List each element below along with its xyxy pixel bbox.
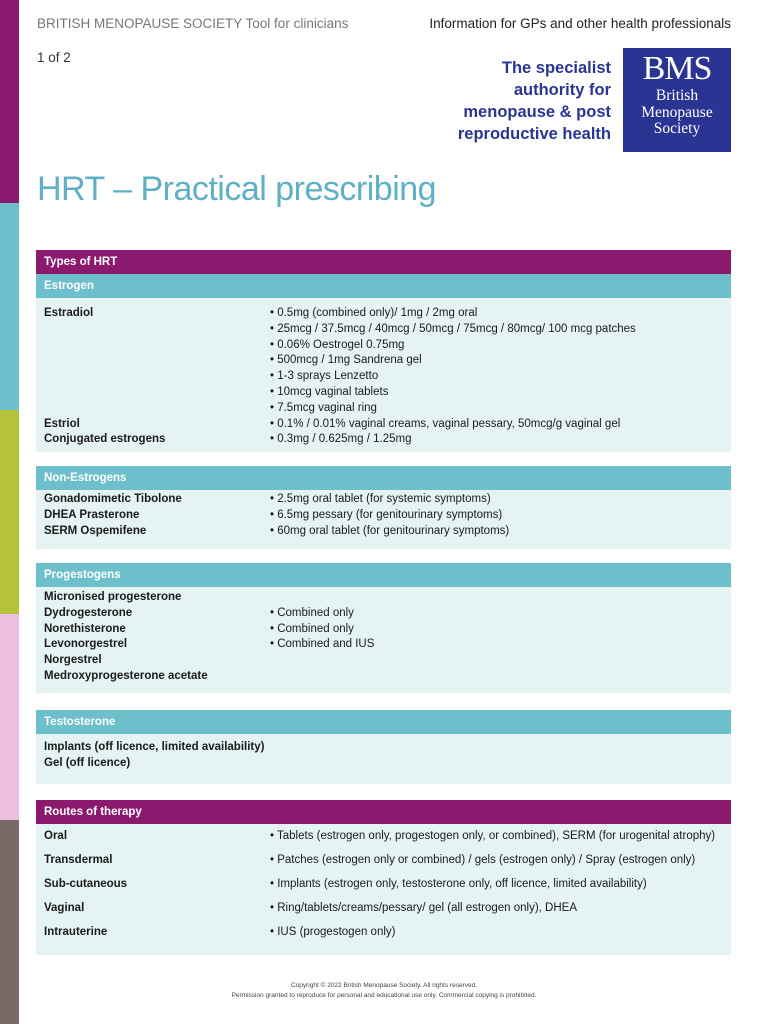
stripe-teal [0,203,19,410]
stripe-pink [0,614,19,820]
drug-value: • Combined and IUS [270,638,375,651]
route-name: Transdermal [44,854,113,866]
testosterone-body [36,734,731,784]
route-value: • Ring/tablets/creams/pessary/ gel (all estrogen only), DHEA [270,902,577,914]
drug-value: • 0.1% / 0.01% vaginal creams, vaginal pessary, 50mcg/g vaginal gel [270,417,621,430]
drug-value: • Combined only [270,606,354,619]
drug-value [270,590,731,606]
table-row [36,829,731,853]
estrogen-header: Estrogen [36,274,731,298]
drug-name: Norethisterone [44,622,126,635]
drug-name: Medroxyprogesterone acetate [44,669,208,682]
drug-value: • Combined only [270,622,354,635]
drug-name: Gel (off licence) [44,756,131,769]
section-non-estrogens [36,466,731,549]
table-row [36,432,731,448]
drug-name: Micronised progesterone [44,591,182,603]
types-header: Types of HRT [36,250,731,274]
drug-value: • 0.3mg / 0.625mg / 1.25mg [270,433,412,446]
tagline [391,57,611,145]
drug-value [444,669,731,685]
logo-line: Society [653,120,701,137]
table-row [36,653,731,669]
route-name: Vaginal [44,902,85,914]
page-number: 1 of 2 [37,50,71,65]
table-row [36,524,731,540]
route-value: • Patches (estrogen only or combined) / gels (estrogen only) / Spray (estrogen only) [270,854,696,866]
route-value: • Implants (estrogen only, testosterone only, off licence, limited availability) [270,878,647,890]
header-left: BRITISH MENOPAUSE SOCIETY Tool for clinicians [37,16,349,31]
table-row [36,508,731,524]
drug-name: Levonorgestrel [44,638,128,651]
table-row [36,756,731,772]
list-item: • 0.5mg (combined only)/ 1mg / 2mg oral [270,307,478,319]
drug-value [270,653,731,669]
tagline-line: authority for [513,81,611,99]
non-estrogens-header: Non-Estrogens [36,466,731,490]
drug-values [270,306,731,417]
bms-logo [623,48,731,152]
list-item: • 0.06% Oestrogel 0.75mg [270,338,405,351]
copyright-line: Copyright © 2022 British Menopause Society. All rights reserved. [290,982,478,989]
table-row [36,306,731,417]
routes-body [36,824,731,955]
table-row [36,669,731,685]
drug-name: Implants (off licence, limited availability) [44,741,265,753]
permission-line: Permission granted to reproduce for personal and educational use only. Commercial copying is prohibited. [231,992,537,999]
route-name: Oral [44,830,68,842]
list-item: • 1-3 sprays Lenzetto [270,370,379,383]
table-row [36,925,731,949]
drug-value: • 60mg oral tablet (for genitourinary symptoms) [270,524,510,537]
tagline-line: reproductive health [457,125,611,143]
tagline-line: menopause & post [463,103,611,121]
estrogen-body [36,298,731,452]
route-value: • Tablets (estrogen only, progestogen only, or combined), SERM (for urogenital atrophy) [270,830,716,842]
list-item: • 25mcg / 37.5mcg / 40mcg / 50mcg / 75mcg / 80mcg/ 100 mcg patches [270,322,636,335]
drug-name: Gonadomimetic Tibolone [44,493,182,505]
section-estrogen [36,250,731,452]
testosterone-header: Testosterone [36,710,731,734]
drug-name: SERM Ospemifene [44,524,147,537]
tagline-line: The specialist [501,59,611,77]
table-row [36,877,731,901]
progestogens-body [36,587,731,693]
drug-name: Estradiol [44,307,94,319]
section-testosterone [36,710,731,784]
table-row [36,901,731,925]
logo-line: British [655,87,699,104]
section-progestogens [36,563,731,693]
stripe-green [0,410,19,614]
list-item: • 10mcg vaginal tablets [270,385,389,398]
table-row [36,606,731,622]
table-row [36,637,731,653]
drug-value: • 6.5mg pessary (for genitourinary symptoms) [270,508,503,521]
drug-name: DHEA Prasterone [44,508,140,521]
table-row [36,740,731,756]
route-name: Sub-cutaneous [44,878,128,890]
drug-value: • 2.5mg oral tablet (for systemic symptoms) [270,493,491,505]
progestogens-header: Progestogens [36,563,731,587]
drug-name: Conjugated estrogens [44,433,166,446]
table-row [36,417,731,433]
logo-abbr: BMS [642,50,712,87]
drug-name: Dydrogesterone [44,606,133,619]
drug-name: Estriol [44,417,80,430]
copyright-footer [0,981,768,1001]
routes-header: Routes of therapy [36,800,731,824]
table-row [36,492,731,508]
list-item: • 500mcg / 1mg Sandrena gel [270,354,422,367]
route-name: Intrauterine [44,926,108,938]
non-estrogens-body [36,490,731,549]
table-row [36,590,731,606]
list-item: • 7.5mcg vaginal ring [270,401,377,414]
logo-line: Menopause [641,103,713,121]
table-row [36,622,731,638]
stripe-purple [0,0,19,203]
route-value: • IUS (progestogen only) [270,926,396,938]
table-row [36,853,731,877]
section-routes [36,800,731,955]
page-title: HRT – Practical prescribing [37,170,437,208]
drug-name: Norgestrel [44,654,102,667]
header-right: Information for GPs and other health professionals [429,16,731,31]
